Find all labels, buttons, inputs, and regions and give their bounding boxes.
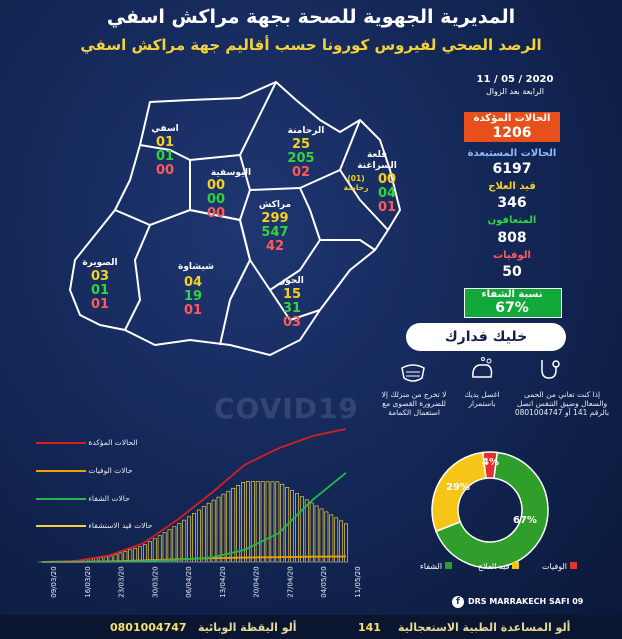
province-youssoufia-v3: 00 [206, 206, 226, 221]
confirmed-label: الحالات المؤكدة [473, 113, 551, 124]
facebook-icon: f [452, 596, 464, 608]
province-chichaoua-v2: 19 [183, 289, 203, 304]
confirmed-value: 1206 [492, 125, 532, 141]
tip-wash-hands: اغسل يديك باستمرار [464, 390, 500, 408]
hospitalized-bar [325, 512, 328, 562]
province-youssoufia-v2: 00 [206, 192, 226, 207]
legend-confirmed-swatch [36, 442, 86, 444]
stethoscope-icon [534, 356, 564, 386]
hospitalized-bar [143, 545, 146, 562]
treatment-label: قيد العلاج [488, 181, 536, 192]
hospitalized-bar [173, 527, 176, 562]
legend-deaths-swatch [36, 470, 86, 472]
x-tick-label: 06/04/20 [185, 566, 194, 598]
donut-legend-recovered-swatch [445, 562, 452, 569]
province-haouz-name: الحوز [280, 276, 304, 286]
province-essaouira-v1: 03 [90, 269, 110, 284]
hospitalized-bar [148, 542, 151, 562]
donut-legend-treatment [478, 562, 519, 571]
donut-legend-recovered [420, 562, 452, 571]
hospitalized-bar [158, 536, 161, 562]
donut-label-treatment: 29% [446, 482, 470, 493]
province-kelaa-note: (01) رحامنة [343, 174, 369, 192]
donut-label-recovered: 67% [513, 515, 537, 526]
x-tick-label: 04/05/20 [320, 566, 329, 598]
hospitalized-bar [305, 500, 308, 562]
x-tick-label: 23/03/20 [117, 566, 126, 598]
x-tick-label: 20/04/20 [252, 566, 261, 598]
report-time-note: الرابعة بعد الزوال [485, 87, 544, 96]
hospitalized-bar [266, 482, 269, 562]
footer-ambulance-label: ألو المساعدة الطبية الاستعجالية [398, 621, 571, 634]
mask-icon [398, 358, 428, 386]
legend-deaths-label: حالات الوفيات [88, 466, 133, 475]
x-tick-label: 30/03/20 [151, 566, 160, 598]
donut-slices [432, 452, 548, 568]
province-essaouira-name: الصويرة [82, 258, 118, 268]
excluded-label: الحالات المستبعدة [467, 148, 557, 159]
treatment-value: 346 [497, 195, 527, 211]
footer-ambulance-number: 141 [358, 621, 381, 634]
province-safi-v3: 00 [155, 163, 175, 178]
recovered-value: 808 [497, 230, 527, 246]
page-title: المديرية الجهوية للصحة بجهة مراكش اسفي [106, 6, 516, 28]
province-essaouira-v2: 01 [90, 283, 110, 298]
legend-recovered-label: حالات الشفاء [88, 494, 130, 503]
x-tick-label: 13/04/20 [218, 566, 227, 598]
x-tick-label: 11/05/20 [354, 566, 362, 598]
legend-deaths [36, 466, 176, 475]
hospitalized-bar [202, 507, 205, 562]
hospitalized-bar [168, 530, 171, 562]
legend-confirmed-label: الحالات المؤكدة [88, 438, 138, 447]
tip-call-number: إذا كنت تعاني من الحمى والسعال وضيق التنفس اتصل بالرقم 141 أو 0801004747 [514, 390, 610, 417]
hospitalized-bar [261, 482, 264, 562]
province-safi-name: اسفي [151, 124, 179, 134]
hospitalized-bar [310, 503, 313, 562]
timeline-chart [28, 420, 362, 610]
donut-legend-deaths [542, 562, 577, 571]
province-haouz-v3: 03 [282, 315, 302, 330]
province-kelaa-v1: 00 [377, 172, 397, 187]
province-rehamna-v3: 02 [291, 165, 311, 180]
report-date: 11 / 05 / 2020 [476, 74, 554, 85]
hospitalized-bar [217, 497, 220, 562]
province-marrakech-name: مراكش [258, 200, 292, 210]
x-tick-label: 16/03/20 [83, 566, 92, 598]
recovery-rate-value: 67% [495, 300, 529, 316]
province-safi-v1: 01 [155, 135, 175, 150]
hospitalized-bar [232, 488, 235, 562]
hospitalized-bar [335, 518, 338, 562]
province-youssoufia-v1: 00 [206, 178, 226, 193]
donut-legend-deaths-swatch [570, 562, 577, 569]
deaths-label: الوفيات [493, 250, 531, 261]
recovered-label: المتعافون [487, 215, 537, 226]
hospitalized-bar [207, 503, 210, 562]
hospitalized-bar [271, 482, 274, 562]
excluded-value: 6197 [492, 161, 532, 177]
province-marrakech-v1: 299 [261, 211, 289, 226]
province-kelaa-name: قلعة السراغنة [357, 150, 397, 171]
province-chichaoua-name: شيشاوة [178, 262, 214, 272]
province-rehamna-v2: 205 [287, 151, 315, 166]
hospitalized-bar [212, 500, 215, 562]
province-chichaoua-v1: 04 [183, 275, 203, 290]
hospitalized-bar [153, 539, 156, 562]
stay-home-banner: خليك فدارك [406, 323, 566, 351]
province-youssoufia-name: اليوسفية [210, 168, 252, 178]
province-safi-v2: 01 [155, 149, 175, 164]
x-tick-label: 27/04/20 [286, 566, 295, 598]
legend-recovered [36, 494, 176, 503]
hospitalized-bar [222, 494, 225, 562]
legend-hospitalized-label: حالات قيد الاستشفاء [88, 521, 153, 530]
hospitalized-bar [290, 490, 293, 562]
hospitalized-bar [320, 509, 323, 562]
footer-epidemic-label: ألو اليقظة الوبائية [198, 621, 297, 634]
province-kelaa-v2: 04 [377, 186, 397, 201]
hospitalized-bar [295, 494, 298, 562]
footer-epidemic-number: 0801004747 [110, 621, 187, 634]
province-haouz-v1: 15 [282, 287, 302, 302]
hospitalized-bar [315, 506, 318, 562]
province-haouz-v2: 31 [282, 301, 302, 316]
province-marrakech-v2: 547 [261, 225, 289, 240]
hospitalized-bar [251, 482, 254, 562]
covid-watermark: COVID19 [214, 392, 359, 425]
hospitalized-bar [163, 533, 166, 562]
donut-legend-deaths-label: الوفيات [542, 562, 567, 571]
hospitalized-bar [246, 481, 249, 562]
hospitalized-bar [197, 510, 200, 562]
x-tick-label: 09/03/20 [50, 566, 58, 598]
hospitalized-bar [276, 482, 279, 562]
hospitalized-bar [256, 482, 259, 562]
province-marrakech-v3: 42 [265, 239, 285, 254]
province-rehamna-name: الرحامنة [287, 126, 325, 136]
legend-hospitalized [36, 521, 196, 530]
essaouira-border [125, 225, 150, 330]
donut-label-deaths: 4% [482, 457, 499, 468]
hospitalized-bar [227, 491, 230, 562]
donut-legend-treatment-swatch [512, 562, 519, 569]
tip-stay-home: لا تخرج من منزلك إلا للضرورة القصوى مع استعمال الكمامة [381, 390, 447, 417]
x-tick-labels [50, 566, 362, 597]
province-kelaa-v3: 01 [377, 200, 397, 215]
hospitalized-bar [281, 484, 284, 562]
legend-recovered-swatch [36, 498, 86, 500]
hospitalized-bar [300, 497, 303, 562]
province-essaouira-v3: 01 [90, 297, 110, 312]
page-subtitle: الرصد الصحي لفيروس كورونا حسب أقاليم جهة مراكش اسفي [80, 36, 542, 54]
hospitalized-bar [330, 515, 333, 562]
donut-legend-treatment-label: قيد العلاج [478, 562, 510, 571]
wash-hands-icon [467, 355, 497, 385]
credit-text: DRS MARRAKECH SAFI 09 [468, 597, 584, 606]
donut-legend-recovered-label: الشفاء [420, 562, 443, 571]
recovery-rate-label: نسبة الشفاء [481, 289, 543, 300]
legend-confirmed [36, 438, 176, 447]
province-rehamna-v1: 25 [291, 137, 311, 152]
province-chichaoua-v3: 01 [183, 303, 203, 318]
legend-hospitalized-swatch [36, 525, 86, 527]
deaths-value: 50 [502, 264, 522, 280]
